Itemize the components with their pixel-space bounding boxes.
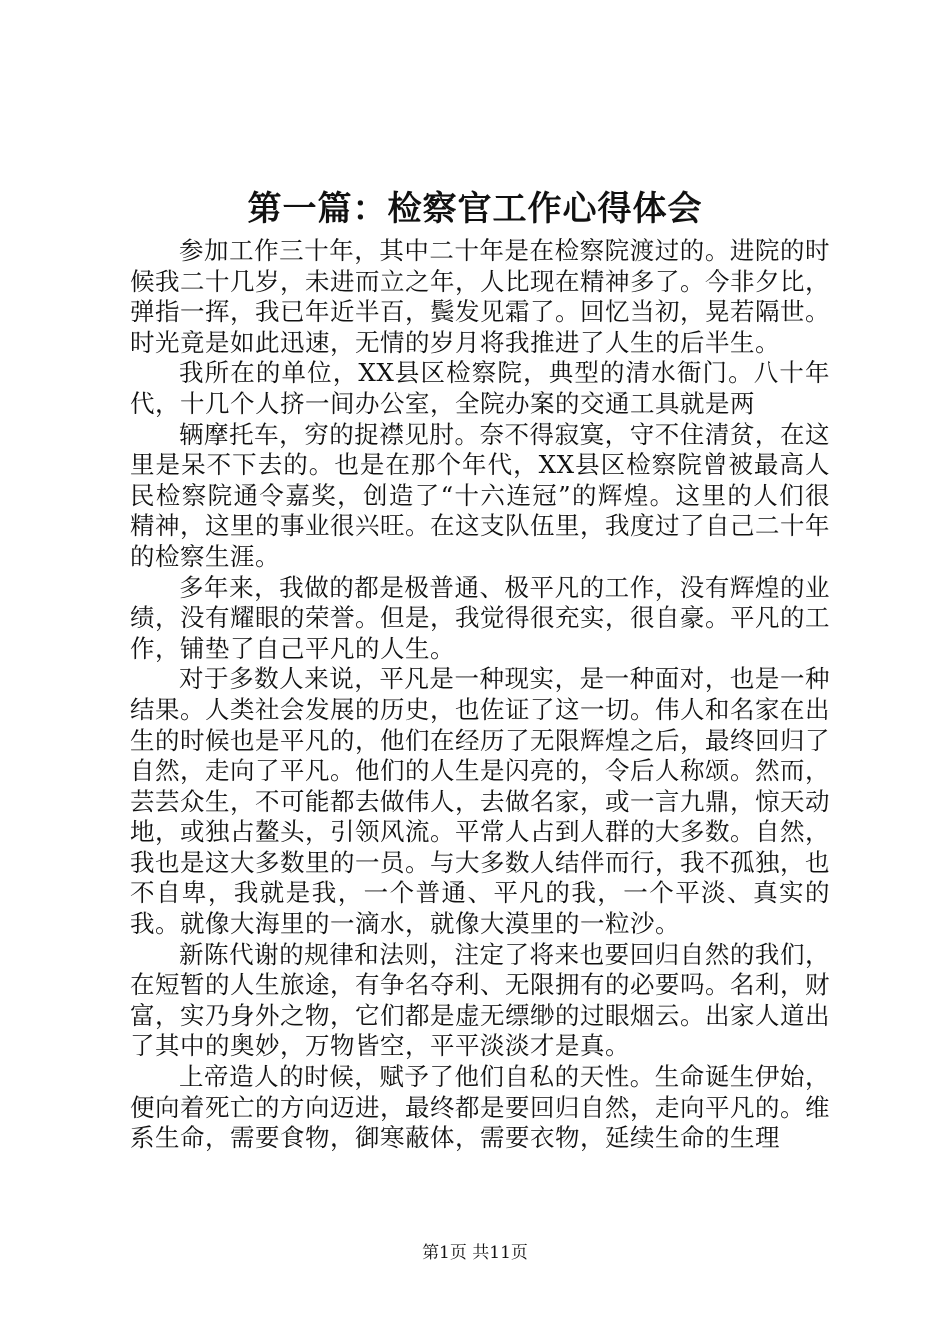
- paragraph: 我所在的单位，XX县区检察院，典型的清水衙门。八十年代，十几个人挤一间办公室，全院办案的交通工具就是两: [130, 358, 830, 418]
- paragraph: 上帝造人的时候，赋予了他们自私的天性。生命诞生伊始，便向着死亡的方向迈进，最终都是要回归自然，走向平凡的。维系生命，需要食物，御寒蔽体，需要衣物，延续生命的生理: [130, 1062, 830, 1153]
- paragraph: 新陈代谢的规律和法则，注定了将来也要回归自然的我们，在短暂的人生旅途，有争名夺利、无限拥有的必要吗。名利，财富，实乃身外之物，它们都是虚无缥缈的过眼烟云。出家人道出了其中的奥妙，万物皆空，平平淡淡才是真。: [130, 939, 830, 1061]
- document-title: 第一篇：检察官工作心得体会: [247, 189, 703, 229]
- paragraph: 多年来，我做的都是极普通、极平凡的工作，没有辉煌的业绩，没有耀眼的荣誉。但是，我觉得很充实，很自豪。平凡的工作，铺垫了自己平凡的人生。: [130, 572, 830, 663]
- document-body: [130, 236, 830, 1154]
- paragraph: 辆摩托车，穷的捉襟见肘。奈不得寂寞，守不住清贫，在这里是呆不下去的。也是在那个年代，XX县区检察院曾被最高人民检察院通令嘉奖，创造了“十六连冠”的辉煌。这里的人们很精神，这里的事业很兴旺。在这支队伍里，我度过了自己二十年的检察生涯。: [130, 419, 830, 571]
- page-number-footer: 第1页 共11页: [422, 1243, 528, 1263]
- paragraph: 参加工作三十年，其中二十年是在检察院渡过的。进院的时候我二十几岁，未进而立之年，人比现在精神多了。今非夕比，弹指一挥，我已年近半百，鬓发见霜了。回忆当初，晃若隔世。时光竟是如此迅速，无情的岁月将我推进了人生的后半生。: [130, 236, 830, 357]
- paragraph: 对于多数人来说，平凡是一种现实，是一种面对，也是一种结果。人类社会发展的历史，也佐证了这一切。伟人和名家在出生的时候也是平凡的，他们在经历了无限辉煌之后，最终回归了自然，走向了平凡。他们的人生是闪亮的，令后人称颂。然而，芸芸众生，不可能都去做伟人，去做名家，或一言九鼎，惊天动地，或独占鳌头，引领风流。平常人占到人群的大多数。自然，我也是这大多数里的一员。与大多数人结伴而行，我不孤独，也不自卑，我就是我，一个普通、平凡的我，一个平淡、真实的我。就像大海里的一滴水，就像大漠里的一粒沙。: [130, 664, 830, 939]
